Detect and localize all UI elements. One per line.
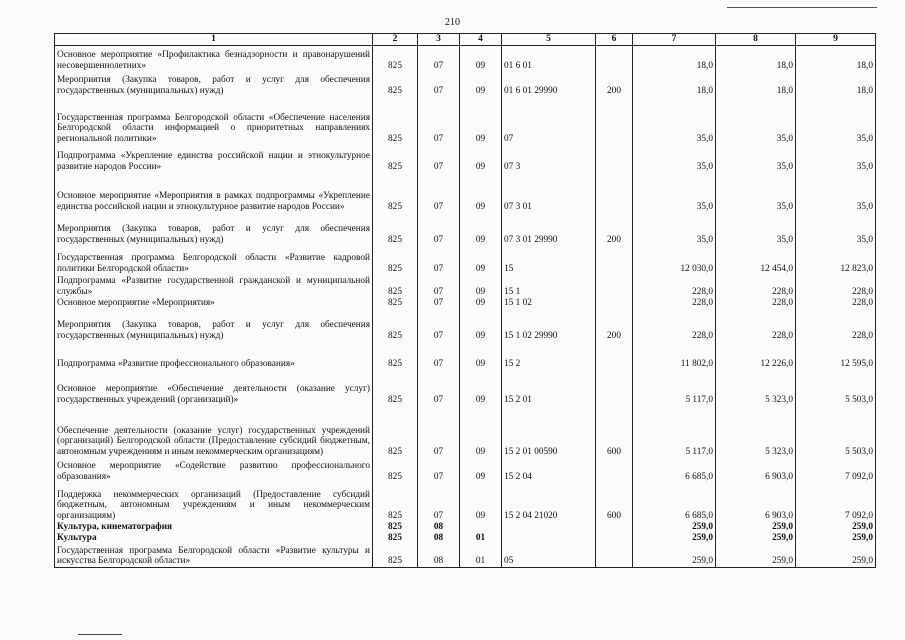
cell-name: Государственная программа Белгородской области «Развитие кадровой политики Белгородской области» [55, 246, 373, 275]
cell-amount-col8: 228,0 [716, 275, 796, 298]
cell-amount-col9: 5 503,0 [796, 370, 876, 406]
table-row [55, 483, 876, 522]
table-row [55, 145, 876, 173]
cell-amount-col8: 18,0 [716, 72, 796, 97]
cell-subsection: 09 [460, 72, 502, 97]
cell-section: 07 [418, 213, 460, 246]
cell-amount-col7: 18,0 [633, 72, 716, 97]
cell-admin-code: 825 [373, 72, 418, 97]
cell-admin-code: 825 [373, 522, 418, 533]
page-number: 210 [445, 17, 460, 28]
cell-amount-col7: 259,0 [633, 533, 716, 544]
cell-section: 07 [418, 72, 460, 97]
cell-admin-code: 825 [373, 406, 418, 458]
budget-table [54, 33, 876, 568]
cell-amount-col8: 35,0 [716, 97, 796, 145]
cell-expense-type [596, 46, 633, 72]
cell-name: Основное мероприятие «Обеспечение деятельности (оказание услуг) государственных учреждений (организаций)» [55, 370, 373, 406]
cell-amount-col7: 5 117,0 [633, 406, 716, 458]
cell-amount-col8: 18,0 [716, 46, 796, 72]
cell-target-article: 01 6 01 [502, 46, 596, 72]
cell-expense-type: 600 [596, 483, 633, 522]
cell-name: Основное мероприятие «Мероприятия в рамках подпрограммы «Укрепление единства российской нации и этнокультурное развитие народов России» [55, 173, 373, 213]
table-row [55, 72, 876, 97]
table-row [55, 544, 876, 568]
cell-amount-col8: 6 903,0 [716, 458, 796, 483]
cell-amount-col7: 6 685,0 [633, 483, 716, 522]
cell-target-article: 15 2 01 00590 [502, 406, 596, 458]
cell-amount-col8: 259,0 [716, 544, 796, 568]
cell-target-article: 15 2 [502, 342, 596, 370]
cell-amount-col7: 35,0 [633, 173, 716, 213]
cell-amount-col9: 18,0 [796, 46, 876, 72]
top-rule [727, 7, 877, 8]
cell-amount-col7: 35,0 [633, 97, 716, 145]
cell-amount-col9: 259,0 [796, 544, 876, 568]
cell-expense-type: 600 [596, 406, 633, 458]
cell-section: 07 [418, 483, 460, 522]
cell-amount-col7: 228,0 [633, 298, 716, 309]
cell-amount-col7: 12 030,0 [633, 246, 716, 275]
header-col-3: 3 [418, 34, 460, 46]
cell-section: 08 [418, 544, 460, 568]
cell-admin-code: 825 [373, 97, 418, 145]
table-row [55, 213, 876, 246]
cell-section: 07 [418, 246, 460, 275]
cell-expense-type [596, 458, 633, 483]
cell-amount-col8: 12 454,0 [716, 246, 796, 275]
cell-target-article [502, 533, 596, 544]
cell-section: 07 [418, 46, 460, 72]
cell-amount-col7: 5 117,0 [633, 370, 716, 406]
cell-expense-type [596, 544, 633, 568]
cell-amount-col9: 228,0 [796, 275, 876, 298]
cell-section: 07 [418, 275, 460, 298]
cell-admin-code: 825 [373, 298, 418, 309]
cell-name: Мероприятия (Закупка товаров, работ и услуг для обеспечения государственных (муниципальных) нужд) [55, 309, 373, 342]
cell-name: Мероприятия (Закупка товаров, работ и услуг для обеспечения государственных (муниципальных) нужд) [55, 213, 373, 246]
cell-amount-col9: 5 503,0 [796, 406, 876, 458]
cell-name: Поддержка некоммерческих организаций (Предоставление субсидий бюджетным, автономным учреждениям и иным некоммерческим организациям) [55, 483, 373, 522]
cell-amount-col9: 12 595,0 [796, 342, 876, 370]
cell-amount-col9: 12 823,0 [796, 246, 876, 275]
cell-target-article [502, 522, 596, 533]
cell-subsection: 09 [460, 46, 502, 72]
cell-expense-type: 200 [596, 309, 633, 342]
cell-amount-col7: 35,0 [633, 213, 716, 246]
header-col-4: 4 [460, 34, 502, 46]
cell-section: 07 [418, 342, 460, 370]
cell-amount-col9: 228,0 [796, 298, 876, 309]
table-row [55, 298, 876, 309]
cell-admin-code: 825 [373, 458, 418, 483]
cell-admin-code: 825 [373, 145, 418, 173]
header-col-2: 2 [373, 34, 418, 46]
cell-target-article: 07 [502, 97, 596, 145]
cell-subsection: 09 [460, 298, 502, 309]
cell-amount-col7: 259,0 [633, 522, 716, 533]
cell-amount-col8: 5 323,0 [716, 370, 796, 406]
cell-admin-code: 825 [373, 309, 418, 342]
cell-admin-code: 825 [373, 533, 418, 544]
cell-target-article: 05 [502, 544, 596, 568]
cell-subsection: 09 [460, 275, 502, 298]
header-col-7: 7 [633, 34, 716, 46]
table-row [55, 406, 876, 458]
cell-name: Подпрограмма «Развитие профессионального образования» [55, 342, 373, 370]
cell-subsection: 09 [460, 145, 502, 173]
cell-amount-col8: 259,0 [716, 522, 796, 533]
cell-expense-type [596, 342, 633, 370]
cell-section: 08 [418, 522, 460, 533]
table-row [55, 533, 876, 544]
cell-subsection: 09 [460, 173, 502, 213]
cell-subsection [460, 522, 502, 533]
cell-target-article: 15 2 04 [502, 458, 596, 483]
cell-amount-col9: 35,0 [796, 173, 876, 213]
cell-expense-type [596, 533, 633, 544]
bottom-mark [78, 634, 122, 635]
cell-expense-type [596, 97, 633, 145]
cell-target-article: 15 1 02 [502, 298, 596, 309]
cell-amount-col7: 259,0 [633, 544, 716, 568]
cell-name: Государственная программа Белгородской области «Развитие культуры и искусства Белгородской области» [55, 544, 373, 568]
cell-amount-col7: 228,0 [633, 309, 716, 342]
cell-amount-col8: 228,0 [716, 298, 796, 309]
cell-subsection: 01 [460, 544, 502, 568]
table-row [55, 246, 876, 275]
table-body [55, 46, 876, 568]
cell-name: Подпрограмма «Развитие государственной гражданской и муниципальной службы» [55, 275, 373, 298]
cell-subsection: 09 [460, 483, 502, 522]
table-row [55, 46, 876, 72]
cell-name: Обеспечение деятельности (оказание услуг) государственных учреждений (организаций) Белгородской области (Предоставление субсидий бюджетным, автономным учреждениям и иным некоммерческим организациям) [55, 406, 373, 458]
cell-name: Культура, кинематография [55, 522, 373, 533]
cell-subsection: 09 [460, 97, 502, 145]
cell-amount-col9: 228,0 [796, 309, 876, 342]
cell-name: Основное мероприятие «Профилактика безнадзорности и правонарушений несовершеннолетних» [55, 46, 373, 72]
cell-amount-col9: 18,0 [796, 72, 876, 97]
cell-expense-type: 200 [596, 72, 633, 97]
cell-section: 07 [418, 173, 460, 213]
cell-name: Основное мероприятие «Содействие развитию профессионального образования» [55, 458, 373, 483]
cell-section: 08 [418, 533, 460, 544]
cell-target-article: 15 1 [502, 275, 596, 298]
cell-amount-col7: 35,0 [633, 145, 716, 173]
cell-amount-col9: 7 092,0 [796, 483, 876, 522]
cell-target-article: 15 1 02 29990 [502, 309, 596, 342]
cell-amount-col7: 228,0 [633, 275, 716, 298]
cell-admin-code: 825 [373, 213, 418, 246]
header-col-5: 5 [502, 34, 596, 46]
cell-amount-col9: 259,0 [796, 522, 876, 533]
cell-section: 07 [418, 406, 460, 458]
cell-subsection: 09 [460, 458, 502, 483]
cell-admin-code: 825 [373, 544, 418, 568]
table-header [55, 34, 876, 46]
table-row [55, 309, 876, 342]
cell-amount-col8: 35,0 [716, 173, 796, 213]
cell-amount-col8: 5 323,0 [716, 406, 796, 458]
cell-amount-col8: 259,0 [716, 533, 796, 544]
table-row [55, 173, 876, 213]
header-col-8: 8 [716, 34, 796, 46]
cell-amount-col9: 35,0 [796, 213, 876, 246]
cell-target-article: 15 [502, 246, 596, 275]
table-row [55, 370, 876, 406]
table-row [55, 458, 876, 483]
cell-section: 07 [418, 458, 460, 483]
cell-admin-code: 825 [373, 370, 418, 406]
cell-admin-code: 825 [373, 483, 418, 522]
header-col-1: 1 [55, 34, 373, 46]
cell-admin-code: 825 [373, 246, 418, 275]
cell-expense-type [596, 173, 633, 213]
cell-subsection: 09 [460, 342, 502, 370]
cell-amount-col9: 35,0 [796, 97, 876, 145]
cell-section: 07 [418, 298, 460, 309]
cell-target-article: 01 6 01 29990 [502, 72, 596, 97]
cell-name: Основное мероприятие «Мероприятия» [55, 298, 373, 309]
cell-section: 07 [418, 309, 460, 342]
cell-subsection: 09 [460, 246, 502, 275]
cell-target-article: 07 3 [502, 145, 596, 173]
cell-amount-col7: 6 685,0 [633, 458, 716, 483]
cell-admin-code: 825 [373, 173, 418, 213]
cell-expense-type [596, 370, 633, 406]
cell-amount-col8: 12 226,0 [716, 342, 796, 370]
cell-expense-type [596, 275, 633, 298]
cell-target-article: 15 2 04 21020 [502, 483, 596, 522]
cell-amount-col8: 35,0 [716, 145, 796, 173]
cell-subsection: 09 [460, 370, 502, 406]
cell-target-article: 15 2 01 [502, 370, 596, 406]
cell-admin-code: 825 [373, 275, 418, 298]
header-col-9: 9 [796, 34, 876, 46]
cell-amount-col9: 7 092,0 [796, 458, 876, 483]
table-row [55, 342, 876, 370]
cell-amount-col8: 6 903,0 [716, 483, 796, 522]
table-row [55, 97, 876, 145]
cell-subsection: 09 [460, 406, 502, 458]
cell-target-article: 07 3 01 [502, 173, 596, 213]
cell-expense-type [596, 298, 633, 309]
cell-target-article: 07 3 01 29990 [502, 213, 596, 246]
cell-section: 07 [418, 97, 460, 145]
cell-name: Государственная программа Белгородской области «Обеспечение населения Белгородской области информацией о приоритетных направлениях региональной политики» [55, 97, 373, 145]
table-row [55, 275, 876, 298]
header-row [55, 34, 876, 46]
cell-admin-code: 825 [373, 46, 418, 72]
header-col-6: 6 [596, 34, 633, 46]
cell-subsection: 09 [460, 309, 502, 342]
cell-name: Подпрограмма «Укрепление единства российской нации и этнокультурное развитие народов России» [55, 145, 373, 173]
cell-amount-col8: 228,0 [716, 309, 796, 342]
cell-amount-col8: 35,0 [716, 213, 796, 246]
cell-expense-type: 200 [596, 213, 633, 246]
table-row [55, 522, 876, 533]
cell-section: 07 [418, 145, 460, 173]
cell-admin-code: 825 [373, 342, 418, 370]
cell-expense-type [596, 246, 633, 275]
cell-section: 07 [418, 370, 460, 406]
cell-expense-type [596, 145, 633, 173]
cell-name: Культура [55, 533, 373, 544]
cell-expense-type [596, 522, 633, 533]
cell-amount-col7: 11 802,0 [633, 342, 716, 370]
cell-amount-col9: 35,0 [796, 145, 876, 173]
cell-amount-col7: 18,0 [633, 46, 716, 72]
cell-subsection: 01 [460, 533, 502, 544]
cell-subsection: 09 [460, 213, 502, 246]
cell-amount-col9: 259,0 [796, 533, 876, 544]
cell-name: Мероприятия (Закупка товаров, работ и услуг для обеспечения государственных (муниципальных) нужд) [55, 72, 373, 97]
